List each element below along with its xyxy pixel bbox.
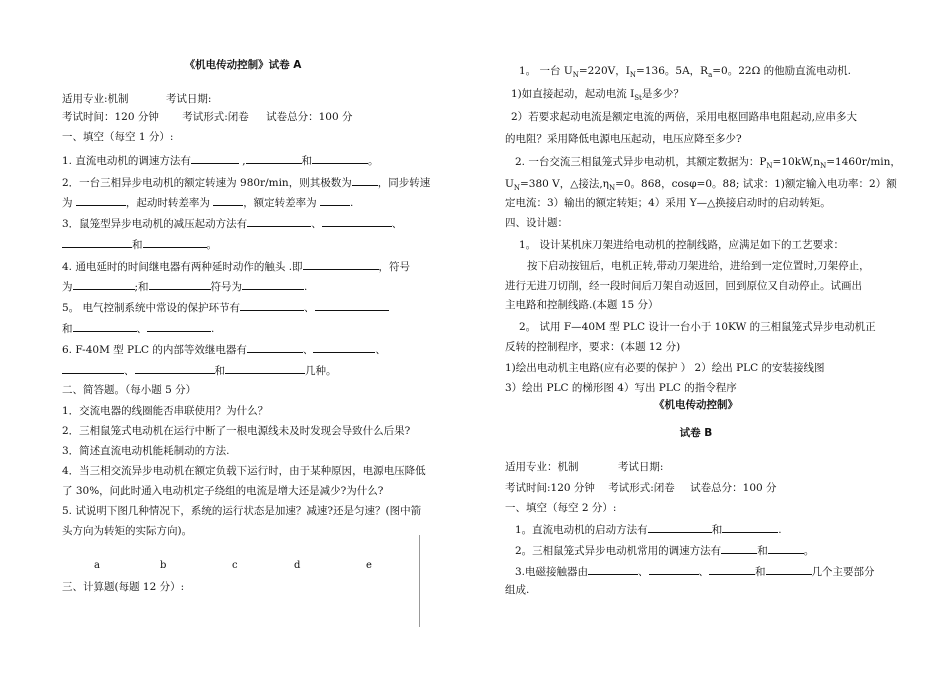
- calc-2b-text-c: =0。868，cosφ=0。88; 试求：1)额定输入电功率：2）额: [615, 178, 897, 190]
- blank[interactable]: [648, 521, 712, 533]
- blank[interactable]: [649, 563, 699, 575]
- separator: 、: [391, 218, 403, 230]
- separator: 、: [698, 566, 710, 578]
- section-2-heading: 二、简答题。（每小题 5 分）: [62, 384, 197, 396]
- exam-b-q3-text: 3.电磁接触器由: [515, 566, 589, 578]
- design-question-1c: 进行无进刀切削，经一段时间后刀架自动返回，回到原位又自动停止。试画出: [505, 280, 862, 292]
- question-2-text-c: 为: [62, 197, 73, 209]
- exam-date-text: 考试日期:: [165, 93, 212, 105]
- question-3-text: 3．鼠笼型异步电动机的减压起动方法有: [62, 218, 248, 230]
- subscript: N: [572, 71, 579, 80]
- question-6: [62, 341, 386, 357]
- calc-1-text-d: =0。22Ω 的他励直流电动机.: [712, 65, 851, 77]
- blank[interactable]: [149, 278, 211, 290]
- question-2-text-d: ，起动时转差率为: [125, 197, 210, 209]
- exam-b-q1-text: 1。直流电动机的启动方法有: [515, 524, 648, 536]
- question-2-text-b: ，同步转速: [377, 177, 431, 189]
- separator: 、: [311, 218, 322, 230]
- and-text: 和: [62, 323, 73, 335]
- question-6-text-b: 几种。: [305, 365, 337, 377]
- blank[interactable]: [320, 194, 350, 206]
- and-text: 和: [755, 566, 766, 578]
- question-2-cont: 为 ，起动时转差率为 ，额定转差率为 .: [62, 194, 353, 210]
- separator: 、: [304, 302, 315, 314]
- design-question-1d: 主电路和控制线路.(本题 15 分）: [505, 299, 659, 311]
- subscript: N: [608, 184, 616, 193]
- blank[interactable]: [73, 320, 137, 332]
- total-text: 试卷总分：100 分: [690, 482, 777, 494]
- short-question-4-cont: 了 30%，问此时通入电动机定子绕组的电流是增大还是减少?为什么?: [62, 485, 384, 497]
- exam-b-question-3: [515, 563, 875, 579]
- column-divider: [419, 535, 420, 627]
- exam-b-question-2: [515, 542, 814, 558]
- short-question-4: 4．当三相交流异步电动机在额定负载下运行时，由于某种原因，电源电压降低: [62, 465, 426, 477]
- question-6-cont: [62, 362, 337, 378]
- design-question-2c: 1)绘出电动机主电路(应有必要的保护 ） 2）绘出 PLC 的安装接线图: [505, 362, 825, 374]
- format-text: 考试形式:闭卷: [182, 111, 249, 123]
- exam-b-title: 《机电传动控制》: [654, 399, 738, 411]
- calc-question-1c: 的电阻？采用降低电源电压起动，电压应降至多少?: [505, 133, 742, 145]
- exam-a-major: [62, 92, 211, 106]
- blank[interactable]: [709, 563, 755, 575]
- and-text: 和: [301, 155, 313, 167]
- design-question-1b: 按下启动按钮后，电机正转,带动刀架进给，进给到一定位置时,刀架停止，: [527, 260, 870, 272]
- calc-1-text-b: =220V，I: [578, 65, 630, 77]
- question-4-text-b: ，符号: [378, 261, 411, 273]
- exam-b-info: [505, 481, 777, 495]
- calc-question-1: [519, 64, 851, 82]
- blank[interactable]: [588, 563, 638, 575]
- figure-label-c: c: [232, 560, 238, 571]
- separator: 、: [136, 323, 147, 335]
- blank[interactable]: [247, 215, 311, 227]
- question-5-cont: 和 、 .: [62, 320, 214, 336]
- question-4-cont: 为 ;和 符号为 .: [62, 278, 307, 294]
- question-2: [62, 174, 430, 190]
- question-4-text: 4. 通电延时的时间继电器有两种延时动作的触头 .即: [62, 261, 303, 273]
- design-question-2: 2。 试用 F—40M 型 PLC 设计一台小于 10KW 的三相鼠笼式异步电动机正: [519, 321, 876, 333]
- separator: 、: [375, 344, 386, 356]
- calc-1-text: 1。 一台 U: [519, 65, 573, 77]
- blank[interactable]: [191, 152, 225, 164]
- subscript: N: [766, 162, 773, 171]
- calc-1a-text: 1)如直接起动，起动电流 I: [511, 88, 635, 100]
- blank[interactable]: [225, 362, 305, 374]
- calc-question-2: [515, 155, 901, 173]
- separator: 、: [124, 365, 135, 377]
- blank[interactable]: [352, 174, 378, 186]
- calc-2-text-c: =1460r/min，: [826, 156, 901, 168]
- question-6-text: 6. F-40M 型 PLC 的内部等效继电器有: [62, 344, 247, 356]
- duration-text: 考试时间:120 分钟: [505, 482, 595, 494]
- calc-question-1b: 2）若要求起动电流是额定电流的两倍，采用电枢回路串电阻起动,应串多大: [511, 111, 858, 123]
- exam-a-title: 《机电传动控制》试卷 A: [184, 59, 302, 71]
- subscript: a: [708, 71, 713, 80]
- calc-question-1a: [511, 87, 684, 105]
- blank[interactable]: [213, 194, 243, 206]
- blank[interactable]: [722, 521, 778, 533]
- short-question-1: 1．交流电器的线圈能否串联使用？为什么？: [62, 405, 269, 417]
- subscript: N: [513, 184, 520, 193]
- short-question-5-cont: 头方向为转矩的实际方向)。: [62, 525, 193, 537]
- punct: .: [778, 524, 782, 536]
- calc-2-text: 2. 一台交流三相鼠笼式异步电动机，其额定数据为：P: [515, 156, 767, 168]
- punct: 。: [803, 545, 815, 557]
- question-4-text-c: 为: [62, 281, 73, 293]
- short-question-3: 3．简述直流电动机能耗制动的方法.: [62, 445, 230, 457]
- blank[interactable]: [242, 278, 304, 290]
- blank[interactable]: [73, 278, 135, 290]
- blank[interactable]: [315, 299, 389, 311]
- short-question-5: 5. 试说明下图几种情况下，系统的运行状态是加速？减速?还是匀速？(图中箭: [62, 505, 422, 517]
- blank[interactable]: [247, 341, 303, 353]
- subscript: N: [820, 162, 827, 171]
- calc-question-2c: 定电流：3）输出的额定转矩；4）采用 Y—△换接启动时的启动转矩。: [505, 197, 831, 209]
- exam-b-major: [505, 460, 663, 474]
- blank[interactable]: [322, 215, 392, 227]
- calc-question-2b: [505, 177, 897, 195]
- question-2-text: 2．一台三相异步电动机的额定转速为 980r/min，则其极数为: [62, 177, 352, 189]
- exam-b-title-2: 试卷 B: [679, 427, 713, 439]
- blank[interactable]: [313, 341, 375, 353]
- format-text: 考试形式:闭卷: [608, 482, 675, 494]
- exam-date-text: 考试日期:: [617, 461, 664, 473]
- blank[interactable]: [62, 362, 124, 374]
- figure-label-d: d: [294, 560, 301, 571]
- question-4-text-d: ;和: [134, 281, 149, 293]
- figure-label-a: a: [94, 560, 100, 571]
- calc-1-text-c: =136。5A，R: [636, 65, 709, 77]
- subscript: St: [634, 94, 642, 103]
- question-1-text: 1. 直流电动机的调速方法有: [62, 155, 191, 167]
- calc-2-text-b: =10kW,n: [772, 156, 821, 168]
- blank[interactable]: [312, 152, 368, 164]
- separator: 、: [302, 344, 314, 356]
- and-text: 和: [757, 545, 768, 557]
- major-text: 适用专业:机制: [62, 93, 129, 105]
- exam-b-q2-text: 2。三相鼠笼式异步电动机常用的调速方法有: [515, 545, 722, 557]
- blank[interactable]: [76, 194, 126, 206]
- design-question-2d: 3）绘出 PLC 的梯形图 4）写出 PLC 的指令程序: [505, 382, 737, 394]
- question-5: [62, 299, 389, 315]
- blank[interactable]: [135, 362, 215, 374]
- question-4-text-e: 符号为: [210, 281, 243, 293]
- calc-1a-text-b: 是多少？: [641, 88, 684, 100]
- exam-b-q3-text-e: 几个主要部分: [811, 566, 875, 578]
- duration-text: 考试时间：120 分钟: [62, 111, 159, 123]
- section-1-heading: 一、填空（每空 1 分）:: [62, 131, 174, 143]
- section-3-heading: 三、计算题(每题 12 分）:: [62, 581, 185, 593]
- separator: 、: [638, 566, 649, 578]
- subscript: N: [629, 71, 637, 80]
- blank[interactable]: [240, 299, 304, 311]
- question-3: [62, 215, 402, 231]
- exam-b-question-1: [515, 521, 782, 537]
- question-2-text-e: ，额定转差率为: [243, 197, 317, 209]
- blank[interactable]: [768, 542, 804, 554]
- question-4: [62, 258, 410, 274]
- exam-b-question-3-cont: 组成.: [505, 584, 530, 596]
- figure-label-b: b: [160, 560, 167, 571]
- and-text: 和: [711, 524, 723, 536]
- total-text: 试卷总分：100 分: [266, 111, 353, 123]
- blank[interactable]: [246, 152, 302, 164]
- question-3-cont: 和 。: [62, 236, 217, 252]
- design-question-2b: 反转的控制程序，要求：(本题 12 分): [505, 341, 681, 353]
- exam-b-section-1-heading: 一、填空（每空 2 分）:: [505, 502, 617, 514]
- blank[interactable]: [766, 563, 812, 575]
- blank[interactable]: [143, 236, 207, 248]
- blank[interactable]: [147, 320, 211, 332]
- calc-2b-text: U: [505, 178, 514, 190]
- exam-a-info: [62, 110, 353, 124]
- question-1: 1. 直流电动机的调速方法有 , 和 。: [62, 152, 379, 168]
- major-text: 适用专业：机制: [505, 461, 579, 473]
- design-question-1: 1。 设计某机床刀架进给电动机的控制线路，应满足如下的工艺要求：: [519, 239, 845, 251]
- and-text: 和: [214, 365, 225, 377]
- section-4-heading: 四、设计题：: [505, 217, 568, 229]
- blank[interactable]: [721, 542, 757, 554]
- short-question-2: 2．三相鼠笼式电动机在运行中断了一根电源线未及时发现会导致什么后果?: [62, 425, 411, 437]
- blank[interactable]: [225, 152, 239, 164]
- question-5-text: 5。 电气控制系统中常设的保护环节有: [62, 302, 241, 314]
- blank[interactable]: [62, 236, 132, 248]
- calc-2b-text-b: =380 V，△接法,η: [519, 178, 609, 190]
- blank[interactable]: [303, 258, 379, 270]
- and-text: 和: [132, 239, 143, 251]
- figure-label-e: e: [366, 560, 372, 571]
